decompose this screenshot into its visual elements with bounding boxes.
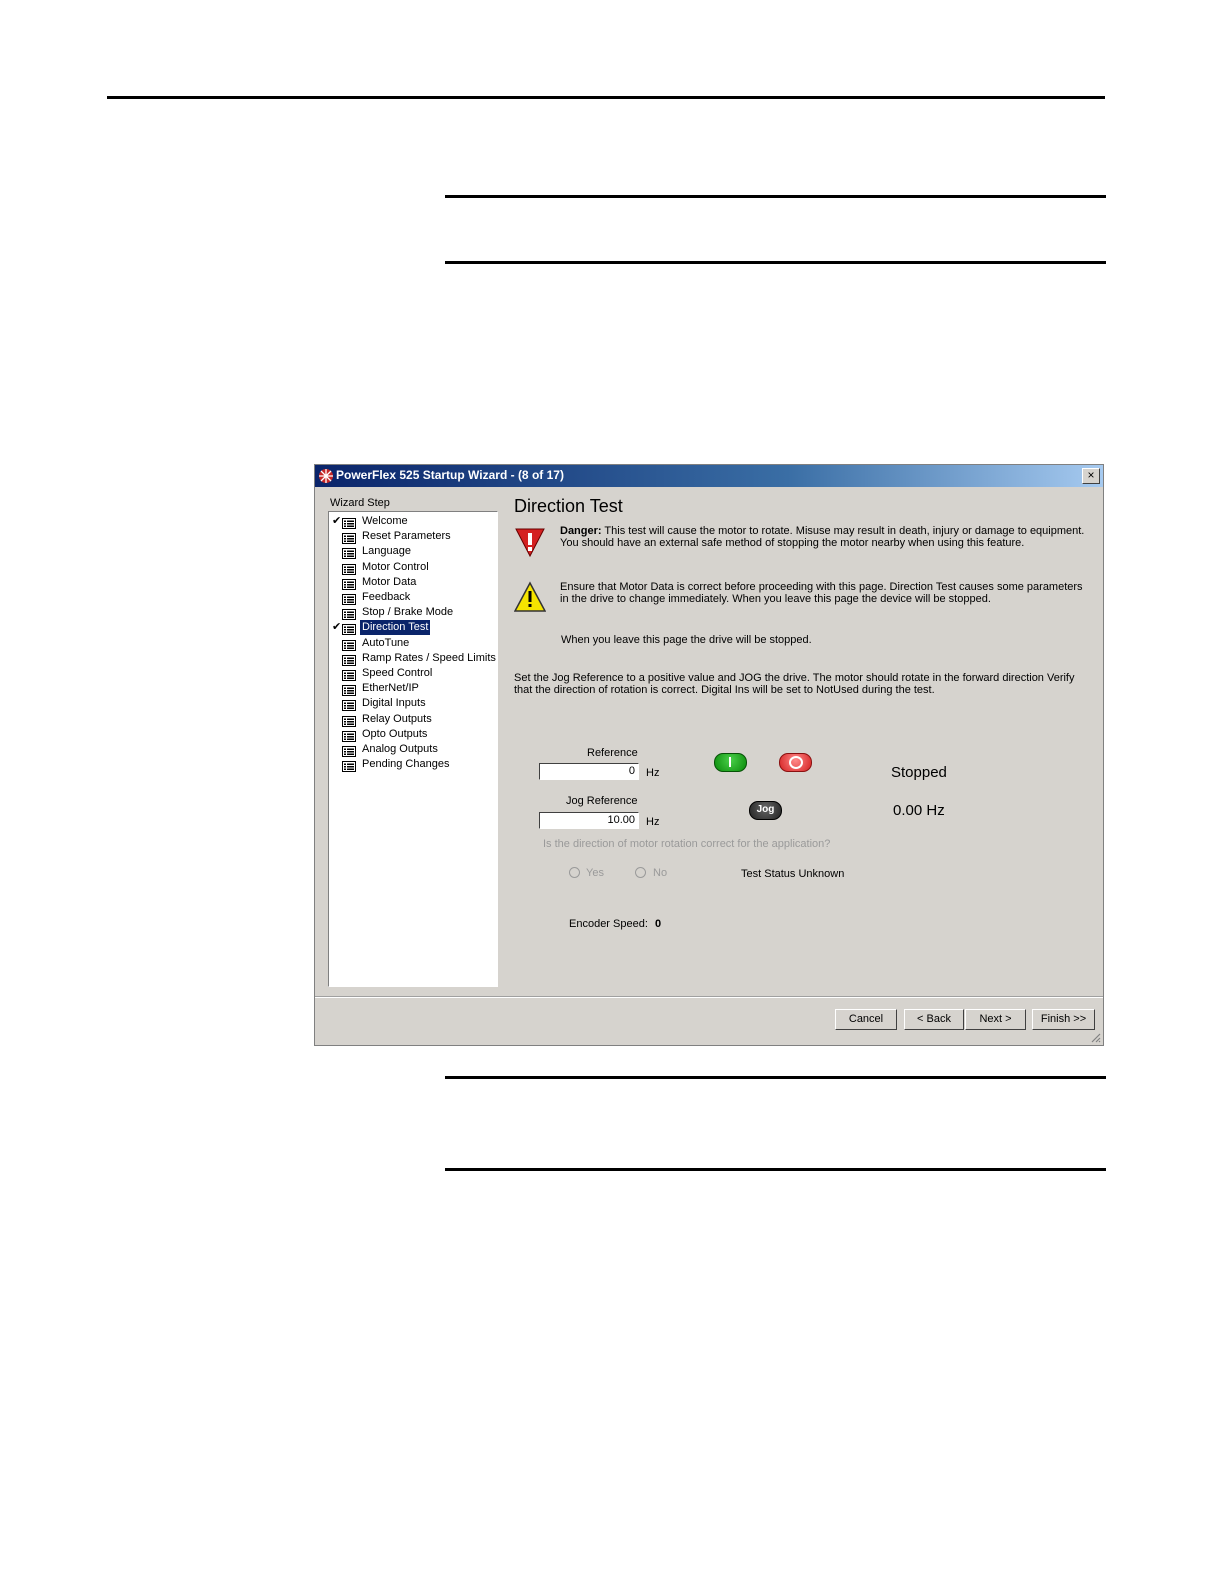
test-status: Test Status Unknown bbox=[741, 868, 845, 880]
sidebar-item-label: Feedback bbox=[362, 591, 411, 603]
list-page-icon bbox=[342, 562, 356, 573]
page-title: Direction Test bbox=[514, 496, 623, 516]
finish-button[interactable]: Finish >> bbox=[1032, 1009, 1095, 1030]
danger-message bbox=[560, 525, 1090, 549]
stop-button[interactable] bbox=[779, 753, 812, 772]
sidebar-item-label: Ramp Rates / Speed Limits bbox=[362, 651, 496, 664]
list-page-icon bbox=[342, 592, 356, 603]
note-rule-top-2 bbox=[445, 1076, 1106, 1079]
sidebar-item-label: Opto Outputs bbox=[362, 727, 428, 740]
drive-frequency: 0.00 Hz bbox=[893, 802, 945, 819]
sidebar-item-pending-changes[interactable] bbox=[329, 757, 497, 772]
title-bar[interactable] bbox=[315, 465, 1103, 487]
resize-grip-icon[interactable] bbox=[1089, 1031, 1101, 1043]
sidebar-item-feedback[interactable] bbox=[329, 590, 497, 605]
list-page-icon bbox=[342, 698, 356, 709]
encoder-speed-value: 0 bbox=[655, 918, 662, 930]
list-page-icon bbox=[342, 714, 356, 725]
sidebar-item-reset-parameters[interactable] bbox=[329, 529, 497, 544]
close-button[interactable]: × bbox=[1082, 468, 1100, 484]
note-rule-bottom-2 bbox=[445, 1168, 1106, 1171]
list-page-icon bbox=[342, 607, 356, 618]
list-page-icon bbox=[342, 759, 356, 770]
list-page-icon bbox=[342, 683, 356, 694]
sidebar-item-label: Analog Outputs bbox=[362, 743, 438, 755]
yes-radio[interactable] bbox=[569, 867, 580, 878]
sidebar-item-ethernet-ip[interactable] bbox=[329, 681, 497, 696]
sidebar-item-ramp-rates-speed-limits[interactable] bbox=[329, 651, 497, 666]
start-button[interactable] bbox=[714, 753, 747, 772]
danger-text: This test will cause the motor to rotate. Misuse may result in death, injury or damage to equipment. You should have an external safe method of stopping the motor nearby when using this feature. bbox=[560, 525, 1085, 549]
warning-message: Ensure that Motor Data is correct before proceeding with this page. Direction Test causes some parameters in the drive to change immediately. When you leave this page the device will be stopped. bbox=[560, 581, 1083, 605]
danger-icon bbox=[514, 526, 546, 558]
sidebar-item-label: Reset Parameters bbox=[362, 530, 451, 543]
sidebar-item-opto-outputs[interactable] bbox=[329, 727, 497, 742]
list-page-icon bbox=[342, 638, 356, 649]
note-rule-top bbox=[445, 195, 1106, 198]
sidebar-item-analog-outputs[interactable] bbox=[329, 742, 497, 757]
sidebar-item-label: Direction Test bbox=[362, 621, 429, 634]
encoder-speed-label: Encoder Speed: bbox=[569, 918, 648, 930]
sidebar-item-label: AutoTune bbox=[362, 636, 410, 649]
list-page-icon bbox=[342, 546, 356, 557]
sidebar-item-relay-outputs[interactable] bbox=[329, 712, 497, 727]
sidebar-item-direction-test[interactable] bbox=[329, 620, 497, 635]
drive-status: Stopped bbox=[891, 764, 947, 781]
sidebar-item-label: Digital Inputs bbox=[362, 697, 426, 710]
no-radio[interactable] bbox=[635, 867, 646, 878]
no-label: No bbox=[653, 867, 668, 879]
list-page-icon bbox=[342, 516, 356, 527]
sidebar-item-digital-inputs[interactable] bbox=[329, 696, 497, 711]
page-header-rule bbox=[107, 96, 1105, 99]
sidebar-item-label: Speed Control bbox=[362, 667, 433, 679]
startup-wizard-window bbox=[314, 464, 1104, 1046]
direction-question: Is the direction of motor rotation correct for the application? bbox=[543, 838, 831, 850]
sidebar-item-label: Welcome bbox=[362, 515, 408, 527]
jog-reference-input[interactable]: 10.00 bbox=[539, 812, 639, 829]
reference-label: Reference bbox=[587, 747, 638, 759]
checkmark-icon: ✔ bbox=[332, 515, 342, 527]
reference-input[interactable]: 0 bbox=[539, 763, 639, 780]
footer-separator bbox=[315, 996, 1103, 998]
sidebar-item-language[interactable] bbox=[329, 544, 497, 559]
list-page-icon bbox=[342, 622, 356, 633]
note-rule-bottom bbox=[445, 261, 1106, 264]
wizard-step-label: Wizard Step bbox=[330, 497, 390, 509]
list-page-icon bbox=[342, 653, 356, 664]
list-page-icon bbox=[342, 744, 356, 755]
jog-reference-label: Jog Reference bbox=[566, 795, 638, 807]
sidebar-item-welcome[interactable] bbox=[329, 514, 497, 529]
sidebar-item-label: Relay Outputs bbox=[362, 712, 432, 725]
sidebar-item-label: Stop / Brake Mode bbox=[362, 606, 454, 619]
yes-label: Yes bbox=[586, 867, 604, 879]
next-button[interactable]: Next > bbox=[965, 1009, 1026, 1030]
sidebar-item-label: Pending Changes bbox=[362, 758, 450, 771]
wizard-step-list[interactable] bbox=[328, 511, 498, 987]
sidebar-item-label: Motor Control bbox=[362, 560, 429, 573]
start-icon bbox=[729, 757, 731, 767]
sidebar-item-label: Language bbox=[362, 545, 411, 558]
list-page-icon bbox=[342, 668, 356, 679]
list-page-icon bbox=[342, 729, 356, 740]
stop-icon bbox=[789, 756, 803, 769]
sidebar-item-stop-brake-mode[interactable] bbox=[329, 605, 497, 620]
sidebar-item-label: EtherNet/IP bbox=[362, 682, 419, 695]
back-button[interactable]: < Back bbox=[904, 1009, 964, 1030]
app-logo-icon bbox=[318, 468, 334, 484]
reference-unit: Hz bbox=[646, 767, 660, 779]
cancel-button[interactable]: Cancel bbox=[835, 1009, 897, 1030]
stop-note: When you leave this page the drive will be stopped. bbox=[561, 634, 812, 646]
list-page-icon bbox=[342, 531, 356, 542]
list-page-icon bbox=[342, 577, 356, 588]
jog-button[interactable]: Jog bbox=[749, 801, 782, 820]
sidebar-item-motor-data[interactable] bbox=[329, 575, 497, 590]
danger-label: Danger: bbox=[560, 525, 602, 537]
warning-icon bbox=[514, 581, 546, 613]
sidebar-item-speed-control[interactable] bbox=[329, 666, 497, 681]
jog-reference-unit: Hz bbox=[646, 816, 660, 828]
window-title: PowerFlex 525 Startup Wizard - (8 of 17) bbox=[336, 468, 564, 482]
sidebar-item-motor-control[interactable] bbox=[329, 560, 497, 575]
sidebar-item-autotune[interactable] bbox=[329, 636, 497, 651]
instructions-text: Set the Jog Reference to a positive value and JOG the drive. The motor should rotate in the forward direction Verify that the direction of rotation is correct. Digital Ins will be set to NotUsed during the test. bbox=[514, 672, 1075, 696]
checkmark-icon: ✔ bbox=[332, 621, 342, 634]
sidebar-item-label: Motor Data bbox=[362, 575, 417, 588]
